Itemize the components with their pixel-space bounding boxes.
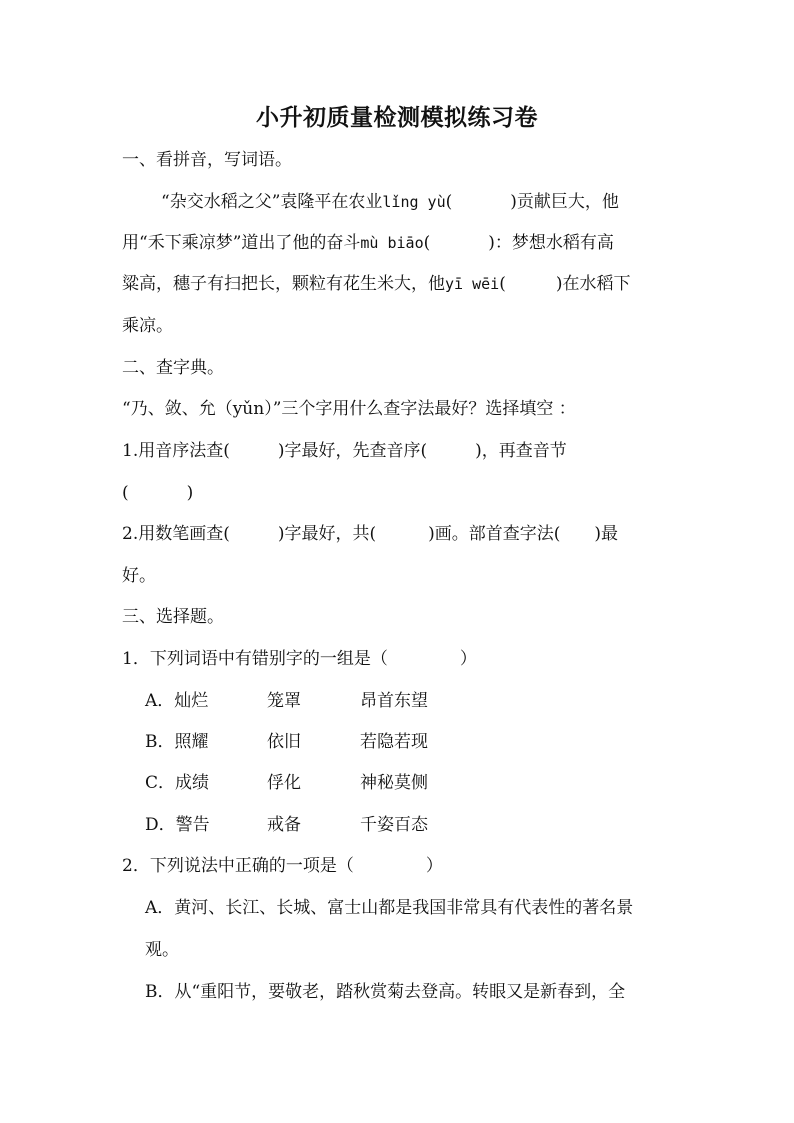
text-segment: “杂交水稻之父”袁隆平在农业 bbox=[161, 192, 383, 212]
section2-question-1-cont bbox=[122, 479, 794, 507]
section2-question-2-cont: 好。 bbox=[122, 566, 156, 586]
option-word: 俘化 bbox=[267, 773, 301, 793]
section1-line-1 bbox=[161, 188, 794, 216]
pinyin-mubiao: mù biāo bbox=[360, 234, 424, 252]
option-word: 依旧 bbox=[267, 732, 301, 752]
blank-open: ( bbox=[499, 274, 506, 294]
text-segment: ） bbox=[459, 649, 477, 669]
option-word: 昂首东望 bbox=[360, 691, 428, 711]
text-segment: )贡献巨大，他 bbox=[510, 192, 619, 212]
text-segment: 2．下列说法中正确的一项是（ bbox=[122, 856, 354, 876]
option-word: 神秘莫侧 bbox=[360, 773, 428, 793]
text-segment: )字最好，共( bbox=[277, 524, 377, 544]
option-label: A．灿烂 bbox=[145, 691, 209, 711]
section3-question-2-stem bbox=[122, 852, 794, 880]
blank-open: ( bbox=[122, 483, 129, 503]
section2-intro: “乃、敛、允（yǔn）”三个字用什么查字法最好？选择填空 ： bbox=[122, 399, 576, 419]
text-segment: 1.用音序法查( bbox=[122, 441, 230, 461]
option-a-line-1[interactable]: A．黄河、长江、长城、富士山都是我国非常具有代表性的著名景 bbox=[145, 898, 634, 918]
pinyin-yiwei: yī wēi bbox=[445, 275, 500, 293]
text-segment: 用“禾下乘凉梦”道出了他的奋斗 bbox=[122, 233, 361, 253]
text-segment: )，再查音节 bbox=[475, 441, 567, 461]
option-label: C．成绩 bbox=[145, 773, 210, 793]
section3-question-1-stem bbox=[122, 645, 794, 673]
text-segment: )：梦想水稻有高 bbox=[488, 233, 614, 253]
section1-line-4: 乘凉。 bbox=[122, 316, 173, 336]
text-segment: ） bbox=[425, 856, 443, 876]
section2-heading: 二、查字典。 bbox=[122, 358, 224, 378]
text-segment: )在水稻下 bbox=[555, 274, 631, 294]
text-segment: 1．下列词语中有错别字的一组是（ bbox=[122, 649, 388, 669]
text-segment: 粱高，穗子有扫把长，颗粒有花生米大，他 bbox=[122, 274, 445, 294]
option-word: 千姿百态 bbox=[360, 815, 428, 835]
option-a-line-2: 观。 bbox=[145, 940, 179, 960]
text-segment: )最 bbox=[594, 524, 619, 544]
option-label: B．照耀 bbox=[145, 732, 209, 752]
text-segment: )画。部首查字法( bbox=[428, 524, 561, 544]
option-label: D．警告 bbox=[145, 815, 210, 835]
blank-close: ) bbox=[186, 483, 194, 503]
pinyin-lingyu: lǐng yù bbox=[382, 193, 446, 211]
section2-question-2 bbox=[122, 520, 794, 548]
section1-heading: 一、看拼音，写词语。 bbox=[122, 150, 292, 170]
option-b-line-1[interactable]: B．从“重阳节，要敬老，踏秋赏菊去登高。转眼又是新春到，全 bbox=[145, 982, 626, 1002]
page-title: 小升初质量检测模拟练习卷 bbox=[256, 105, 538, 131]
section1-line-3 bbox=[122, 270, 794, 298]
text-segment: )字最好，先查音序( bbox=[277, 441, 428, 461]
blank-open: ( bbox=[423, 233, 431, 253]
section2-question-1 bbox=[122, 437, 794, 465]
text-segment: 2.用数笔画查( bbox=[122, 524, 230, 544]
option-word: 笼罩 bbox=[267, 691, 301, 711]
section1-line-2 bbox=[122, 229, 794, 257]
section3-heading: 三、选择题。 bbox=[122, 607, 224, 627]
option-word: 戒备 bbox=[267, 815, 301, 835]
blank-open: ( bbox=[445, 192, 453, 212]
option-word: 若隐若现 bbox=[360, 732, 428, 752]
